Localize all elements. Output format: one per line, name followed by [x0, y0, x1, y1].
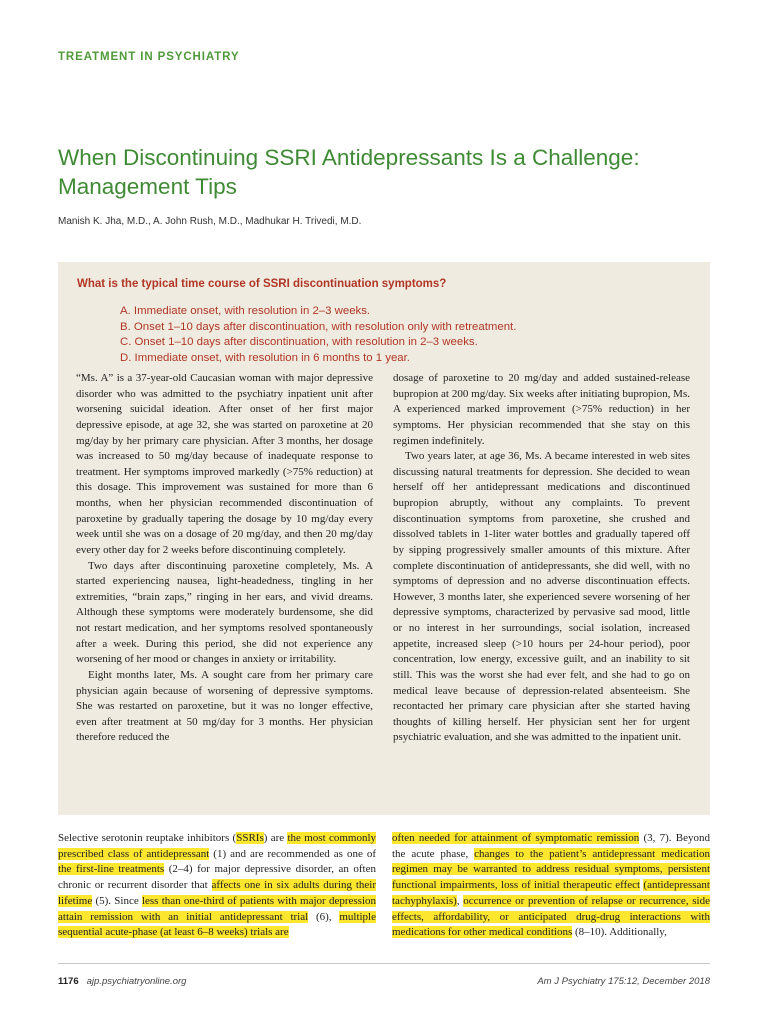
- case-column-left: [76, 371, 373, 746]
- answer-options: [120, 304, 516, 367]
- body-text-segment: (3, 7). Beyond the acute phase,: [392, 832, 710, 860]
- answer-option-b: B. Onset 1–10 days after discontinuation, with resolution only with retreatment.: [120, 320, 517, 333]
- case-column-right: [393, 371, 690, 746]
- highlighted-text: SSRIs: [236, 832, 264, 844]
- section-label: TREATMENT IN PSYCHIATRY: [58, 51, 240, 63]
- body-paragraph: [58, 831, 376, 941]
- footer-rule: [58, 963, 710, 964]
- body-text-segment: (2–4) for major depressive disorder, an often chronic or recurrent disorder that: [58, 863, 376, 892]
- case-vignette-box: [58, 262, 710, 815]
- body-text-segment: (5). Since: [92, 894, 142, 907]
- answer-option-d: D. Immediate onset, with resolution in 6 months to 1 year.: [120, 352, 410, 365]
- highlighted-text: the most commonly prescribed class of antidepressant: [58, 832, 376, 860]
- body-text-segment: (6),: [308, 910, 340, 923]
- page-number: 1176: [58, 976, 79, 987]
- body-text-segment: ,: [456, 894, 464, 907]
- case-paragraph: dosage of paroxetine to 20 mg/day and added sustained-release bupropion at 200 mg/day. Six weeks after initiating bupropion, Ms. A experienced marked improvement (>75% reduction) in her symptoms. Her physician recommended that she stay on this regimen indefinitely.: [393, 372, 690, 447]
- author-list: Manish K. Jha, M.D., A. John Rush, M.D., Madhukar H. Trivedi, M.D.: [58, 216, 362, 227]
- quiz-question: What is the typical time course of SSRI discontinuation symptoms?: [77, 278, 447, 290]
- journal-citation: Am J Psychiatry 175:12, December 2018: [537, 976, 710, 987]
- highlighted-text: multiple sequential acute-phase (at least 6–8 weeks) trials are: [58, 910, 376, 939]
- case-paragraph: Eight months later, Ms. A sought care from her primary care physician again because of worsening of depressive symptoms. She was restarted on paroxetine, but it was no longer effective, even after treatment at 50 mg/day for 3 months. Her physician therefore reduced the: [76, 668, 373, 744]
- highlighted-text: changes to the patient’s antidepressant medication regimen may be warranted to address residual symptoms, persistent functional impairments, loss of initial therapeutic effect: [392, 847, 710, 892]
- footer-left: [58, 976, 186, 987]
- journal-url[interactable]: ajp.psychiatryonline.org: [86, 976, 187, 987]
- body-column-right: [392, 831, 710, 941]
- article-title: When Discontinuing SSRI Antidepressants Is a Challenge: Management Tips: [58, 145, 640, 199]
- highlighted-text: often needed for attainment of symptomatic remission: [392, 832, 640, 844]
- body-text-segment: ) are: [263, 832, 288, 844]
- case-paragraph: Two years later, at age 36, Ms. A became interested in web sites discussing natural treatments for depression. She decided to wean herself off her antidepressant medications and discontinued bupropion abruptly, without any complaints. To prevent discontinuation symptoms from paroxetine, she crushed and dissolved tablets in 1-liter water bottles and gradually tapered off by sipping progressively smaller amounts of this mixture. After complete discontinuation of antidepressants, she did well, with no symptoms of depression and no adverse discontinuation effects. However, 3 months later, she experienced severe worsening of her depressive symptoms, characterized by pervasive sad mood, little or no interest in her surroundings, social isolation, increased appetite, increased sleep (>10 hours per 24-hour period), poor concentration, low energy, excessive guilt, and an inability to sit still. This was the worst she had ever felt, and she had to go on medical leave because of depression-related absenteeism. She recontacted her primary care physician after she started having thoughts of killing herself. Her physician sent her for urgent psychiatric evaluation, and she was admitted to the inpatient unit.: [393, 450, 690, 744]
- case-paragraph: “Ms. A” is a 37-year-old Caucasian woman with major depressive disorder who was admitted to the psychiatry inpatient unit after worsening suicidal ideation. After onset of her first major depressive episode, at age 32, she was started on paroxetine at 20 mg/day by her primary care physician. After 3 months, her dosage was increased to 50 mg/day because of inadequate response to treatment. Her symptoms improved markedly (>75% reduction) at this dosage. This improvement was sustained for more than 6 months, when her physician recommended discontinuation of paroxetine by gradually tapering the dosage by 10 mg/day every week until she was on a dosage of 20 mg/day, and then 20 mg/day every other day for 2 weeks before discontinuing completely.: [76, 372, 373, 556]
- body-text-segment: Selective serotonin reuptake inhibitors (: [58, 832, 237, 844]
- body-text-segment: (8–10). Additionally,: [572, 926, 667, 939]
- highlighted-text: affects one in six adults during their lifetime: [58, 879, 376, 907]
- highlighted-text: occurrence or prevention of relapse or recurrence, side effects, affordability, or anticipated drug-drug interactions with medications for other medical conditions: [392, 894, 710, 939]
- body-paragraph: [392, 831, 710, 941]
- body-text-segment: (1) and are recommended as one of: [209, 847, 376, 860]
- answer-option-a: A. Immediate onset, with resolution in 2–3 weeks.: [120, 305, 371, 317]
- body-column-left: [58, 831, 376, 941]
- answer-option-c: C. Onset 1–10 days after discontinuation, with resolution in 2–3 weeks.: [120, 336, 478, 349]
- highlighted-text: less than one-third of patients with major depression attain remission with an initial antidepressant trial: [58, 894, 377, 923]
- highlighted-text: the first-line treatments: [58, 863, 165, 876]
- highlighted-text: (antidepressant tachyphylaxis): [392, 879, 710, 907]
- case-paragraph: Two days after discontinuing paroxetine completely, Ms. A started experiencing nausea, light-headedness, tingling in her extremities, “brain zaps,” ringing in her ears, and vivid dreams. Although these symptoms were moderately burdensome, she did not restart medication, and her symptoms resolved spontaneously after a week. During this period, she did not experience any worsening of her mood or changes in anxiety or irritability.: [76, 559, 373, 666]
